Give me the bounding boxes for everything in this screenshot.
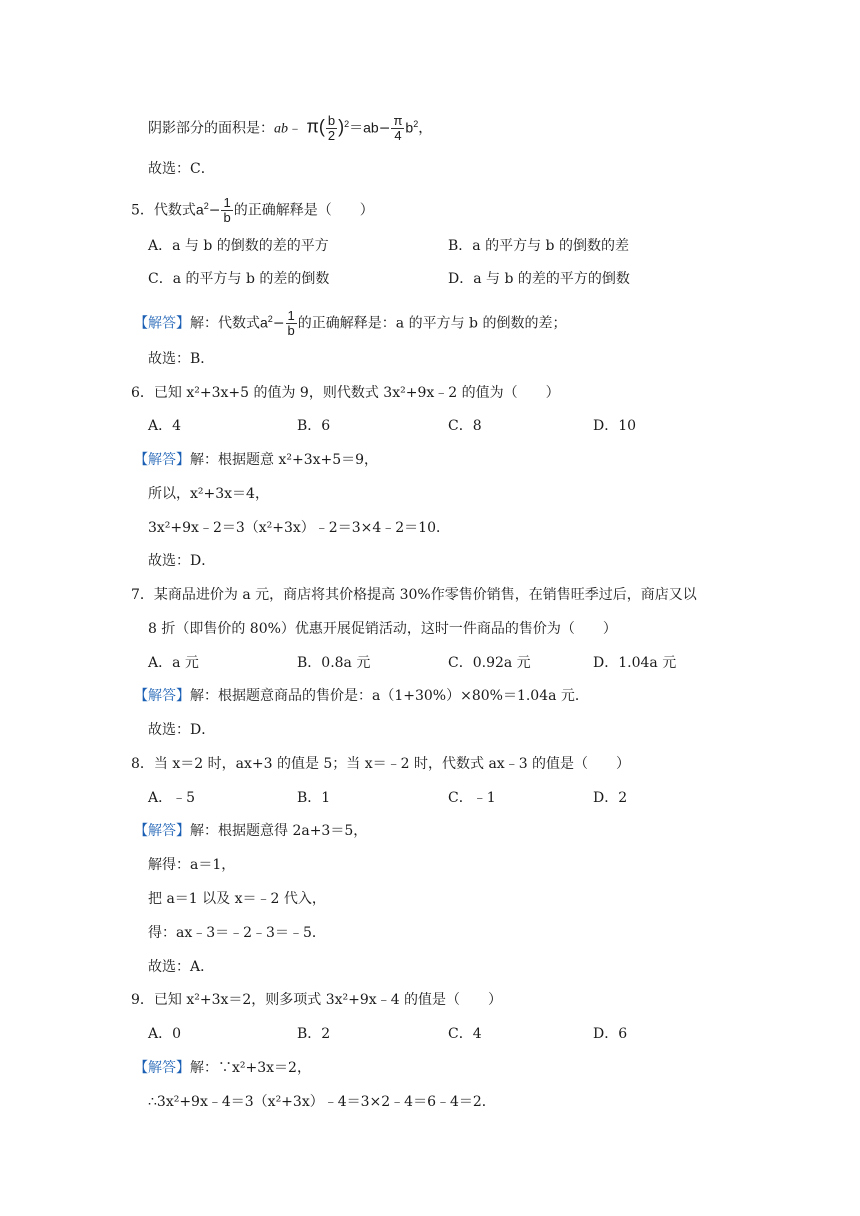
q8-solution-tag: 【解答】 <box>134 823 190 839</box>
q8-solution-1 <box>134 821 367 841</box>
q4-b: b <box>405 119 414 136</box>
q4-frac1-den: 2 <box>327 128 336 143</box>
q4-pi: π <box>306 116 319 137</box>
q9-option-b: B．2 <box>297 1026 331 1042</box>
q4-area-prefix: 阴影部分的面积是： <box>148 120 274 137</box>
q6-sol1: 解：根据题意 x²+3x+5＝9， <box>190 452 379 468</box>
q9-sol1: 解：∵x²+3x＝2， <box>190 1060 311 1076</box>
q6-solution-2: 所以，x²+3x＝4， <box>148 486 269 502</box>
q8-option-a: A．﹣5 <box>148 790 196 806</box>
q4-tail: ， <box>418 120 433 137</box>
q5-frac-num: 1 <box>223 195 231 210</box>
q6-solution-1 <box>134 450 378 470</box>
q4-frac-b-over-2 <box>326 114 337 143</box>
q4-sq: 2 <box>344 118 350 129</box>
q4-frac2-den: 4 <box>394 128 402 143</box>
q7-sol1: 解：根据题意商品的售价是：a（1+30%）×80%＝1.04a 元． <box>190 688 589 704</box>
q6-solution-3: 3x²+9x﹣2＝3（x²+3x）﹣2＝3×4﹣2＝10． <box>148 520 450 536</box>
q4-ab2: ab <box>363 119 379 136</box>
q5-answer: 故选：B． <box>148 351 215 367</box>
q6-option-b: B．6 <box>297 418 331 434</box>
q5-option-c: C．a 的平方与 b 的差的倒数 <box>148 271 330 287</box>
q8-stem: 8．当 x＝2 时，ax+3 的值是 5；当 x＝﹣2 时，代数式 ax﹣3 的值是（ ） <box>131 756 631 772</box>
q5-solution-tag: 【解答】 <box>134 315 190 332</box>
q4-ab: ab <box>274 121 288 137</box>
q5-stem-prefix: 5．代数式 <box>131 202 196 219</box>
q5-sol-frac-num: 1 <box>287 308 295 323</box>
q5-stem: 5．代数式$a^2-$ $\frac{1}{b}$ 的正确解释是（ ） <box>131 195 374 225</box>
q8-option-b: B．1 <box>297 790 331 806</box>
q5-sol-frac <box>286 309 297 338</box>
q5-sol-suffix: 的正确解释是：a 的平方与 b 的倒数的差； <box>297 315 567 332</box>
q6-answer: 故选：D． <box>148 553 216 569</box>
q7-stem-1: 7．某商品进价为 a 元，商店将其价格提高 30%作零售价销售，在销售旺季过后，商店又以 <box>131 587 697 603</box>
q7-stem-2: 8 折（即售价的 80%）优惠开展促销活动，这时一件商品的售价为（ ） <box>148 621 617 637</box>
q9-solution-tag: 【解答】 <box>134 1060 190 1076</box>
q8-solution-4: 得：ax﹣3＝﹣2﹣3＝﹣5． <box>148 925 326 941</box>
q5-stem-suffix: 的正确解释是（ ） <box>233 202 374 219</box>
q9-option-a: A．0 <box>148 1026 182 1042</box>
q4-rparen: ) <box>338 116 345 137</box>
q9-solution-1 <box>134 1058 311 1078</box>
q8-option-c: C．﹣1 <box>448 790 496 806</box>
q7-answer: 故选：D． <box>148 722 216 738</box>
q9-option-c: C．4 <box>448 1026 482 1042</box>
q4-minus: ﹣ <box>288 120 302 137</box>
q8-sol1: 解：根据题意得 2a+3＝5， <box>190 823 368 839</box>
q6-option-d: D．10 <box>593 418 637 434</box>
q5-sol-a: a <box>260 314 268 331</box>
q5-sol-prefix: 解：代数式 <box>190 315 260 332</box>
q8-solution-3: 把 a＝1 以及 x＝﹣2 代入， <box>148 891 326 907</box>
q7-solution-tag: 【解答】 <box>134 688 190 704</box>
q5-sol-frac-den: b <box>287 323 295 338</box>
q5-option-d: D．a 与 b 的差的平方的倒数 <box>448 271 630 287</box>
q5-option-b: B．a 的平方与 b 的倒数的差 <box>448 238 629 254</box>
q4-b-sq: 2 <box>413 118 419 129</box>
q8-option-d: D．2 <box>593 790 628 806</box>
q5-sq: 2 <box>203 200 209 211</box>
q4-eq: ＝ <box>349 120 364 137</box>
q6-option-c: C．8 <box>448 418 482 434</box>
q5-solution: 【解答】解：代数式$a^2-$ $\frac{1}{b}$ 的正确解释是：a 的平方与 b 的倒数的差； <box>134 308 567 338</box>
q5-option-a: A．a 与 b 的倒数的差的平方 <box>148 238 329 254</box>
q6-solution-tag: 【解答】 <box>134 452 190 468</box>
q8-solution-2: 解得：a＝1， <box>148 857 236 873</box>
q4-area-line: 阴影部分的面积是：ab﹣ π( $\frac{b}{2}$ )$^2$＝ab− $\frac{\pi}{4}$ $b^2$， <box>148 113 433 143</box>
q6-stem: 6．已知 x²+3x+5 的值为 9，则代数式 3x²+9x﹣2 的值为（ ） <box>131 385 560 401</box>
q7-solution-1 <box>134 686 589 706</box>
q7-option-a: A．a 元 <box>148 655 199 671</box>
q4-lparen: ( <box>318 116 325 137</box>
q9-option-d: D．6 <box>593 1026 628 1042</box>
q5-frac-den: b <box>223 210 231 225</box>
q4-answer: 故选：C． <box>148 161 215 177</box>
q7-option-b: B．0.8a 元 <box>297 655 371 671</box>
q4-frac2-num: π <box>393 113 403 128</box>
q7-option-c: C．0.92a 元 <box>448 655 531 671</box>
q5-sol-sq: 2 <box>267 313 273 324</box>
q4-frac1-num: b <box>327 113 336 128</box>
q5-frac-1-over-b <box>221 196 232 225</box>
q8-answer: 故选：A． <box>148 959 215 975</box>
q7-option-d: D．1.04a 元 <box>593 655 677 671</box>
q6-option-a: A．4 <box>148 418 182 434</box>
q9-solution-2: ∴3x²+9x﹣4＝3（x²+3x）﹣4＝3×2﹣4＝6﹣4＝2． <box>148 1094 496 1110</box>
q5-a: a <box>195 201 204 218</box>
q9-stem: 9．已知 x²+3x＝2，则多项式 3x²+9x﹣4 的值是（ ） <box>131 992 503 1008</box>
q4-frac-pi-over-4 <box>391 114 404 143</box>
